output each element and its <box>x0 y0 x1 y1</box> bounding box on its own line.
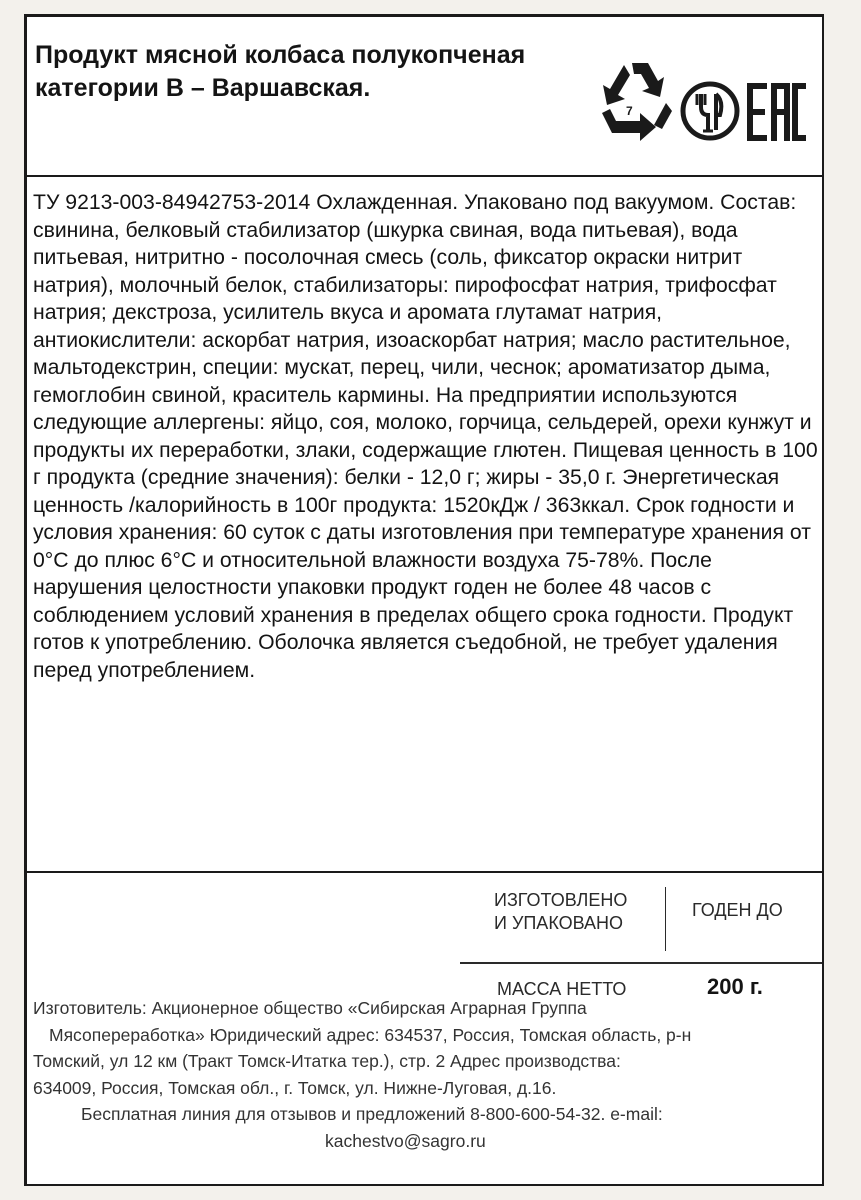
manufacturer-line: Мясопереработка» Юридический адрес: 634537, Россия, Томская область, р-н <box>49 1024 692 1045</box>
net-mass-label: МАССА НЕТТО <box>497 979 627 999</box>
food-safe-icon <box>683 84 737 138</box>
made-label-line1: ИЗГОТОВЛЕНО <box>494 890 628 910</box>
product-label <box>24 14 824 1186</box>
title-divider <box>27 175 823 177</box>
best-before-label: ГОДЕН ДО <box>692 900 783 920</box>
production-table <box>27 873 823 1013</box>
net-mass-value: 200 г. <box>707 974 763 999</box>
manufacturer-line: Томский, ул 12 км (Тракт Томск-Итатка тер.), стр. 2 Адрес производства: <box>33 1051 621 1071</box>
made-and-packed-label <box>494 889 627 935</box>
table-column-divider <box>665 887 666 951</box>
recycle-code: 7 <box>626 104 633 118</box>
table-row-divider <box>460 962 822 964</box>
product-title: Продукт мясной колбаса полукопченая категории В – Варшавская. <box>35 41 526 102</box>
hotline-line: Бесплатная линия для отзывов и предложений 8-800-600-54-32. e-mail: <box>81 1104 663 1124</box>
manufacturer-line: Изготовитель: Акционерное общество «Сибирская Аграрная Группа <box>33 998 587 1018</box>
made-label-line2: И УПАКОВАНО <box>494 913 624 933</box>
email-line: kachestvo@sagro.ru <box>325 1130 486 1151</box>
certification-marks <box>592 57 807 167</box>
manufacturer-info <box>27 995 823 1154</box>
product-description: ТУ 9213-003-84942753-2014 Охлажденная. Упаковано под вакуумом. Состав: свинина, белковый стабилизатор (шкурка свиная, вода питьевая), вода питьевая, нитритно - посолочная смесь (соль, фиксатор окраски нитрит натрия), молочный белок, стабилизаторы: пирофосфат натрия, трифосфат натрия; декстроза, усилитель вкуса и аромата глутамат натрия, антиокислители: аскорбат натрия, изоаскорбат натрия; масло растительное, мальтодекстрин, специи: мускат, перец, чили, чеснок; ароматизатор дыма, гемоглобин свиной, краситель кармины. На предприятии используются следующие аллергены: яйцо, соя, молоко, горчица, сельдерей, орехи кунжут и продукты их переработки, злаки, содержащие глютен. Пищевая ценность в 100 г продукта (средние значения): белки - 12,0 г; жиры - 35,0 г. Энергетическая ценность /калорийность в 100г продукта: 1520кДж / 363ккал. Срок годности и условия хранения: 60 суток с даты изготовления при температуре хранения от 0°С до плюс 6°С и относительной влажности воздуха 75-78%. После нарушения целостности упаковки продукт годен не более 48 часов с соблюдением условий хранения в пределах общего срока годности. Продукт готов к употреблению. Оболочка является съедобной, не требует удаления перед употреблением. <box>33 191 818 682</box>
manufacturer-line: 634009, Россия, Томская обл., г. Томск, ул. Нижне-Луговая, д.16. <box>33 1077 557 1098</box>
recycle-icon <box>602 63 672 141</box>
eac-mark <box>747 83 806 141</box>
